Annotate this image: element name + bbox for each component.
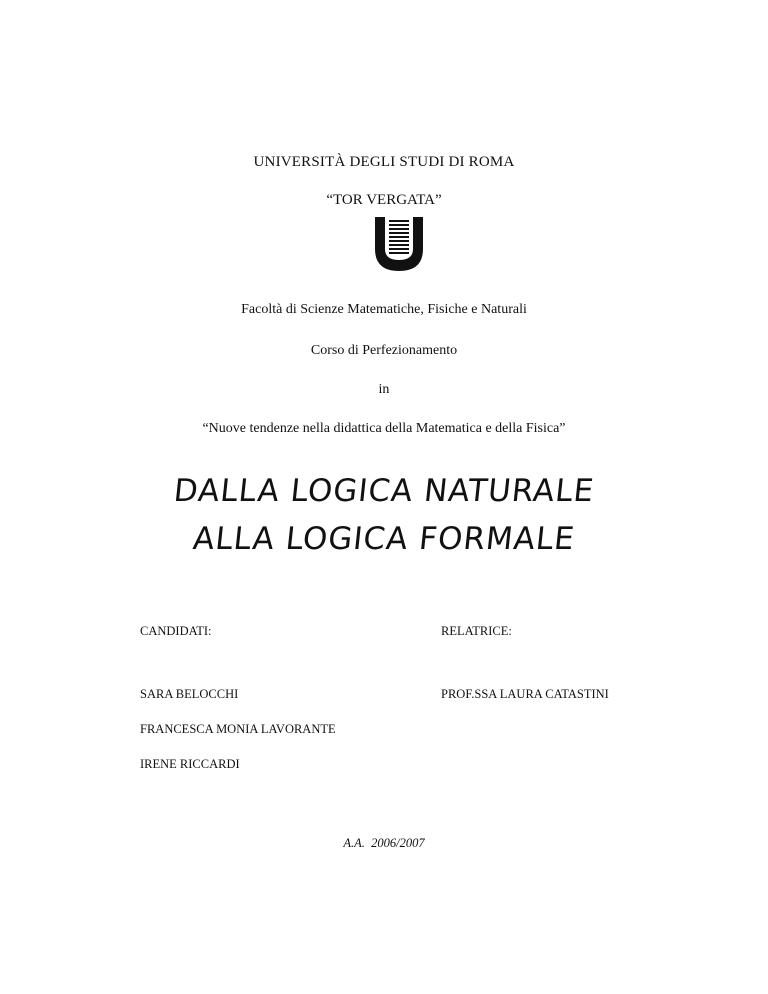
thesis-title-line-1: DALLA LOGICA NATURALE <box>171 473 597 509</box>
course-type: Corso di Perfezionamento <box>310 343 458 358</box>
candidate-name: IRENE RICCARDI <box>140 757 240 771</box>
thesis-title-line-2: ALLA LOGICA FORMALE <box>191 521 577 557</box>
course-connector: in <box>378 382 390 397</box>
academic-year: A.A. 2006/2007 <box>343 836 425 850</box>
supervisor-label: RELATRICE: <box>441 624 512 638</box>
university-name: UNIVERSITÀ DEGLI STUDI DI ROMA <box>253 154 515 170</box>
candidates-label: CANDIDATI: <box>140 624 212 638</box>
course-name: “Nuove tendenze nella didattica della Matematica e della Fisica” <box>202 421 566 436</box>
supervisor-name: PROF.SSA LAURA CATASTINI <box>441 687 609 701</box>
faculty-name: Facoltà di Scienze Matematiche, Fisiche e Naturali <box>241 302 527 317</box>
candidate-name: SARA BELOCCHI <box>140 687 239 701</box>
candidate-name: FRANCESCA MONIA LAVORANTE <box>140 722 336 736</box>
university-logo-icon <box>369 216 429 272</box>
campus-name: “TOR VERGATA” <box>326 192 442 208</box>
